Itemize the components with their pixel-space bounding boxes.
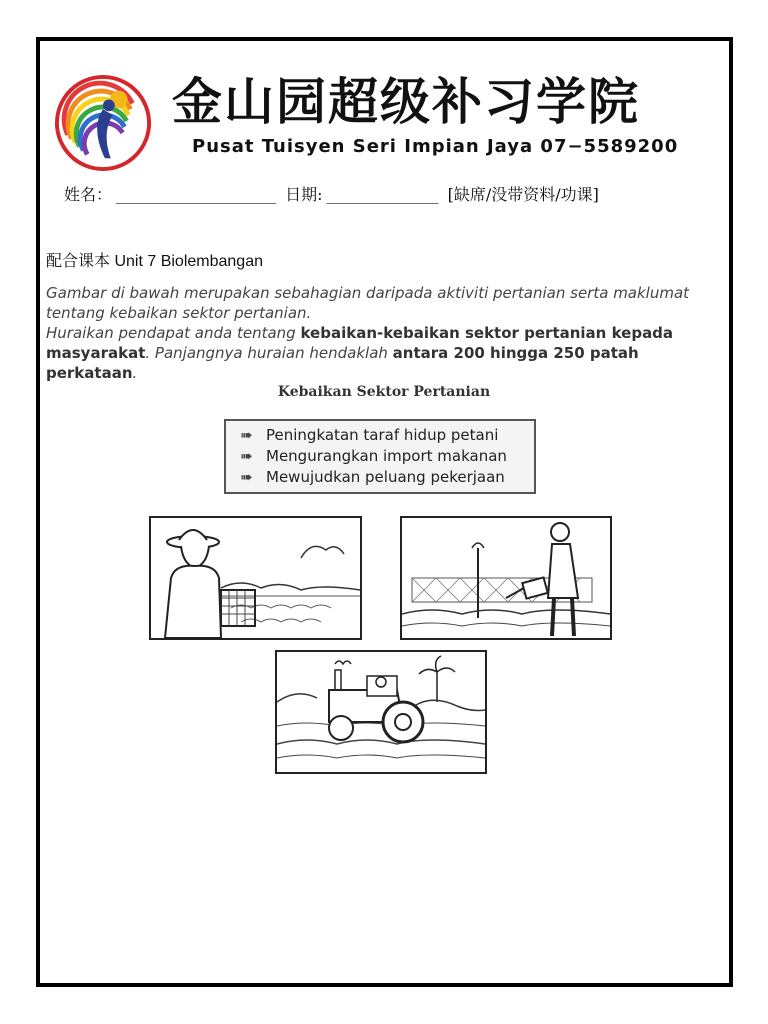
status-options: [缺席/没带资料/功课] [447,185,599,204]
point-text: Mewujudkan peluang pekerjaan [266,468,505,486]
point-item [240,446,534,467]
arrow-icon: ➠ [240,447,253,465]
instruction-text: Huraikan pendapat anda tentang [46,324,301,342]
school-logo-icon [54,74,152,172]
farmer-watering-plants-icon [400,516,612,640]
point-text: Peningkatan taraf hidup petani [266,426,499,444]
instruction-line-1: Gambar di bawah merupakan sebahagian daripada aktiviti pertanian serta maklumat tentang kebaikan sektor pertanian. [46,284,690,322]
instructions [46,283,726,383]
name-label: 姓名： [64,185,113,204]
instruction-bold: antara 200 hingga 250 patah perkataan [46,344,639,382]
farmer-with-basket-icon [149,516,362,640]
tractor-plowing-field-icon [275,650,487,774]
page-border [36,37,733,987]
box-title: Kebaikan Sektor Pertanian [277,384,491,400]
point-item [240,467,534,488]
arrow-icon: ➠ [240,468,253,486]
instruction-line-2 [46,323,726,383]
arrow-icon: ➠ [240,426,253,444]
point-text: Mengurangkan import makanan [266,447,507,465]
student-fields [64,182,603,205]
point-item [240,425,534,446]
name-blank[interactable]: ____________________ [116,185,277,204]
instruction-bold: kebaikan-kebaikan sektor pertanian kepada masyarakat [46,324,674,362]
date-label: 日期: [285,185,323,204]
school-contact: Pusat Tuisyen Seri Impian Jaya 07−5589200 [192,136,679,157]
points-box [224,419,536,494]
instruction-text: . [132,364,138,382]
school-name: 金山园超级补习学院 [172,73,640,131]
unit-label: 配合课本 Unit 7 Biolembangan [46,253,263,270]
date-blank[interactable]: ______________ [326,185,439,204]
instruction-text: . Panjangnya huraian hendaklah [145,344,393,362]
